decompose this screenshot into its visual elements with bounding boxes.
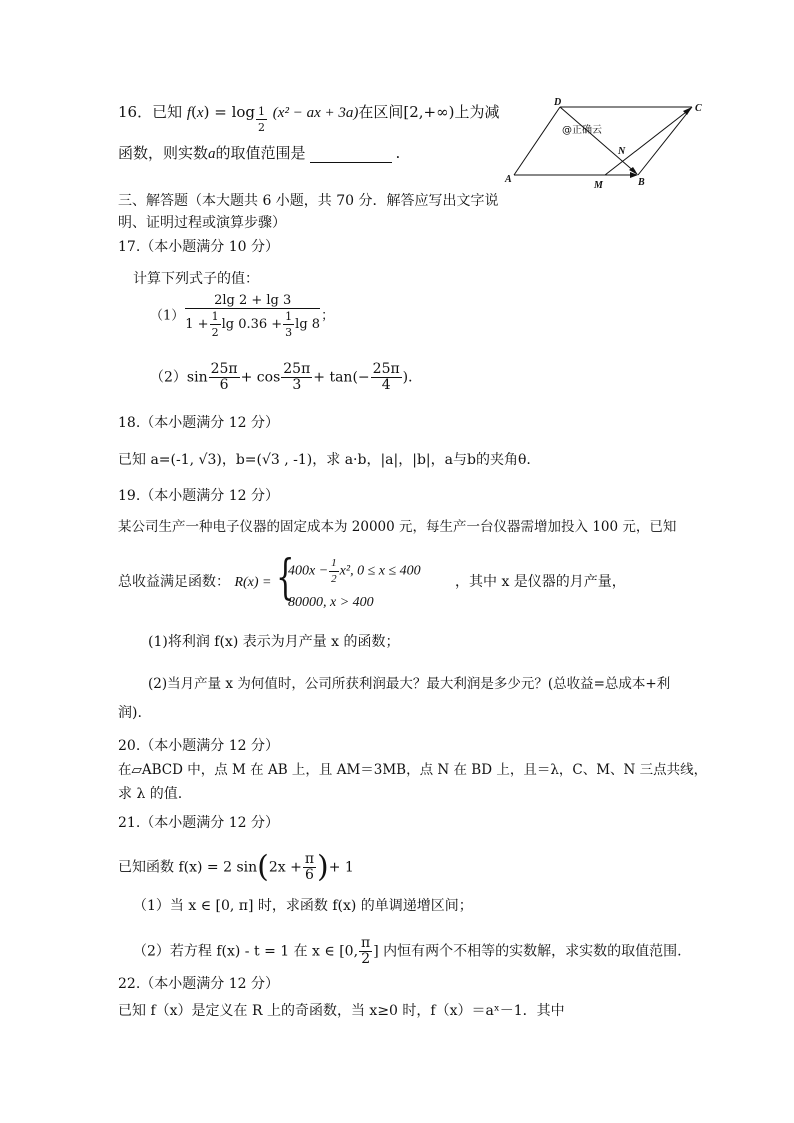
- q17-part2: [150, 362, 422, 393]
- q20-line1: 在▱ABCD 中，点 M 在 AB 上，且 AM＝3MB，点 N 在 BD 上，且＝λ，C、M、N 三点共线，: [118, 762, 708, 778]
- q17-p1-label: （1）: [150, 308, 185, 324]
- q17-p1-fraction: [185, 293, 320, 340]
- q19-brace: {: [276, 549, 295, 605]
- q21-header: 21.（本小题满分 12 分）: [118, 815, 279, 831]
- q16-base-den: 2: [258, 121, 266, 134]
- q22-line1: 已知 f（x）是定义在 R 上的奇函数，当 x≥0 时，f（x）＝aˣ－1．其中: [118, 1003, 565, 1019]
- q17-p1-den-c: lg 8: [295, 317, 321, 332]
- q16-line2-tail: 的取值范围是: [215, 144, 306, 162]
- q19-case2: 80000, x > 400: [288, 595, 374, 610]
- q19-line2a: [118, 573, 272, 592]
- q19-case1-fn: 1: [329, 556, 339, 572]
- q16-f: f: [186, 105, 192, 121]
- q17-p2-sin: sin: [186, 369, 208, 386]
- q20-line2: 求 λ 的值.: [118, 786, 183, 802]
- q16-line2-text: 函数，则实数: [118, 144, 209, 162]
- q19-Rx: R(x) =: [234, 575, 272, 590]
- label-B: B: [638, 177, 645, 188]
- q21-p2fd: 2: [361, 951, 371, 967]
- q17-p1-den-f2n: 1: [285, 310, 293, 323]
- q17-p2-f1n: 25π: [210, 361, 238, 377]
- q16-x: x: [196, 105, 204, 121]
- q21-line1-b: 2x +: [268, 859, 302, 876]
- q16-equals: =: [214, 103, 227, 121]
- section3-line2: 明、证明过程或演算步骤）: [118, 215, 286, 231]
- q21-rparen: ): [317, 849, 329, 885]
- q17-p1-den-b: lg 0.36 +: [221, 317, 283, 332]
- q16-decreasing: 上为减: [454, 103, 500, 121]
- q17-p2-f1d: 6: [219, 377, 229, 393]
- q16-interval: [2,+∞): [403, 103, 455, 121]
- q17-p1-den-f1d: 2: [211, 326, 219, 339]
- q21-line1-c: + 1: [328, 859, 354, 876]
- edge-AD: [514, 107, 560, 175]
- q16-number: 16．已知: [118, 103, 183, 121]
- q17-p2-frac2: [281, 362, 312, 393]
- q19-part2a: (2)当月产量 x 为何值时，公司所获利润最大？最大利润是多少元？(总收益=总成本+利: [148, 676, 671, 692]
- q16-a: a: [208, 146, 216, 162]
- q17-intro: 计算下列式子的值：: [133, 271, 259, 287]
- q19-part2b: 润).: [118, 705, 142, 721]
- q17-p1-denominator: [185, 309, 320, 340]
- q16-line2: [118, 144, 400, 163]
- q16-rparen: ): [203, 103, 210, 121]
- q17-p2-end: )．: [402, 369, 423, 386]
- q17-p2-f3n: 25π: [372, 361, 400, 377]
- q19-part1: (1)将利润 f(x) 表示为月产量 x 的函数；: [148, 634, 400, 650]
- diagonal-DB: [560, 107, 636, 173]
- q17-p1-numerator: 2lg 2 + lg 3: [185, 293, 320, 309]
- parallelogram-figure: [500, 95, 710, 190]
- q17-p2-label: （2）: [150, 369, 187, 386]
- q19-line1: 某公司生产一种电子仪器的固定成本为 20000 元，每生产一台仪器需增加投入 100 元，已知: [118, 519, 677, 535]
- label-A: A: [505, 174, 512, 185]
- q17-p2-f2n: 25π: [283, 361, 311, 377]
- q19-case1-b: x², 0 ≤ x ≤ 400: [339, 563, 421, 579]
- q16-period: .: [395, 144, 401, 162]
- q19-case1: [288, 556, 421, 587]
- q21-line1-a: 已知函数 f(x) = 2 sin: [118, 859, 258, 876]
- watermark: @正确云: [562, 125, 602, 136]
- arrow-AB: [630, 172, 638, 178]
- q21-fn: π: [304, 851, 315, 867]
- q21-part2-frac: [359, 936, 372, 967]
- q16-line1: [118, 103, 499, 135]
- label-D: D: [554, 97, 562, 108]
- section3-line1: 三、解答题（本大题共 6 小题，共 70 分．解答应写出文字说: [118, 193, 499, 209]
- q17-p1-den-f1n: 1: [211, 310, 219, 323]
- label-M: M: [594, 180, 603, 190]
- q16-lparen: (: [191, 103, 197, 121]
- q17-p1-end: ；: [321, 308, 335, 324]
- q19-header: 19.（本小题满分 12 分）: [118, 488, 279, 504]
- q17-p2-tan: + tan(−: [313, 369, 370, 386]
- segment-MC: [605, 109, 690, 175]
- q16-log: log: [231, 103, 256, 121]
- q19-case1-fd: 2: [331, 573, 337, 585]
- q18-body: 已知 a=(-1, √3)，b=(√3 , -1)，求 a·b，|a|，|b|，a与b的夹角θ.: [118, 452, 531, 468]
- q16-argument: (x² − ax + 3a): [272, 105, 359, 121]
- q21-line1: [118, 849, 354, 885]
- q17-header: 17.（本小题满分 10 分）: [118, 239, 279, 255]
- q19-label: 总收益满足函数：: [118, 574, 230, 590]
- q17-p1-den-frac2: [283, 309, 294, 340]
- q16-base-num: 1: [258, 105, 266, 118]
- q19-case1-a: 400x −: [288, 563, 329, 579]
- q17-p2-frac1: [209, 362, 240, 393]
- q21-part2-b: ] 内恒有两个不相等的实数解，求实数的取值范围.: [373, 943, 682, 960]
- q16-in-interval: 在区间: [358, 103, 404, 121]
- q17-p2-f2d: 3: [292, 377, 302, 393]
- q21-part2-a: （2）若方程 f(x) - t = 1 在 x ∈ [0,: [133, 943, 359, 960]
- q17-part1: [150, 293, 334, 340]
- q21-lparen: (: [257, 849, 269, 885]
- q21-fd: 6: [304, 867, 314, 883]
- q17-p1-den-f2d: 3: [285, 326, 293, 339]
- edge-CB: [638, 107, 692, 175]
- q17-p2-cos: + cos: [240, 369, 281, 386]
- q21-frac: [303, 852, 316, 883]
- label-N: N: [618, 146, 626, 157]
- q17-p1-den-a: 1 +: [185, 317, 209, 332]
- q17-p2-f3d: 4: [381, 377, 391, 393]
- q21-part1: （1）当 x ∈ [0, π] 时，求函数 f(x) 的单调递增区间；: [133, 898, 473, 914]
- q16-log-base: [256, 104, 267, 135]
- q21-part2: [133, 936, 682, 967]
- q17-p1-den-frac1: [210, 309, 221, 340]
- label-C: C: [695, 103, 702, 114]
- q18-header: 18.（本小题满分 12 分）: [118, 415, 279, 431]
- q19-case1-frac: [329, 556, 339, 587]
- q22-header: 22.（本小题满分 12 分）: [118, 976, 279, 992]
- q16-answer-blank[interactable]: [310, 148, 392, 163]
- q21-p2fn: π: [361, 935, 371, 951]
- q17-p2-frac3: [371, 362, 402, 393]
- q19-line2b: ，其中 x 是仪器的月产量，: [455, 574, 626, 590]
- q20-header: 20.（本小题满分 12 分）: [118, 738, 279, 754]
